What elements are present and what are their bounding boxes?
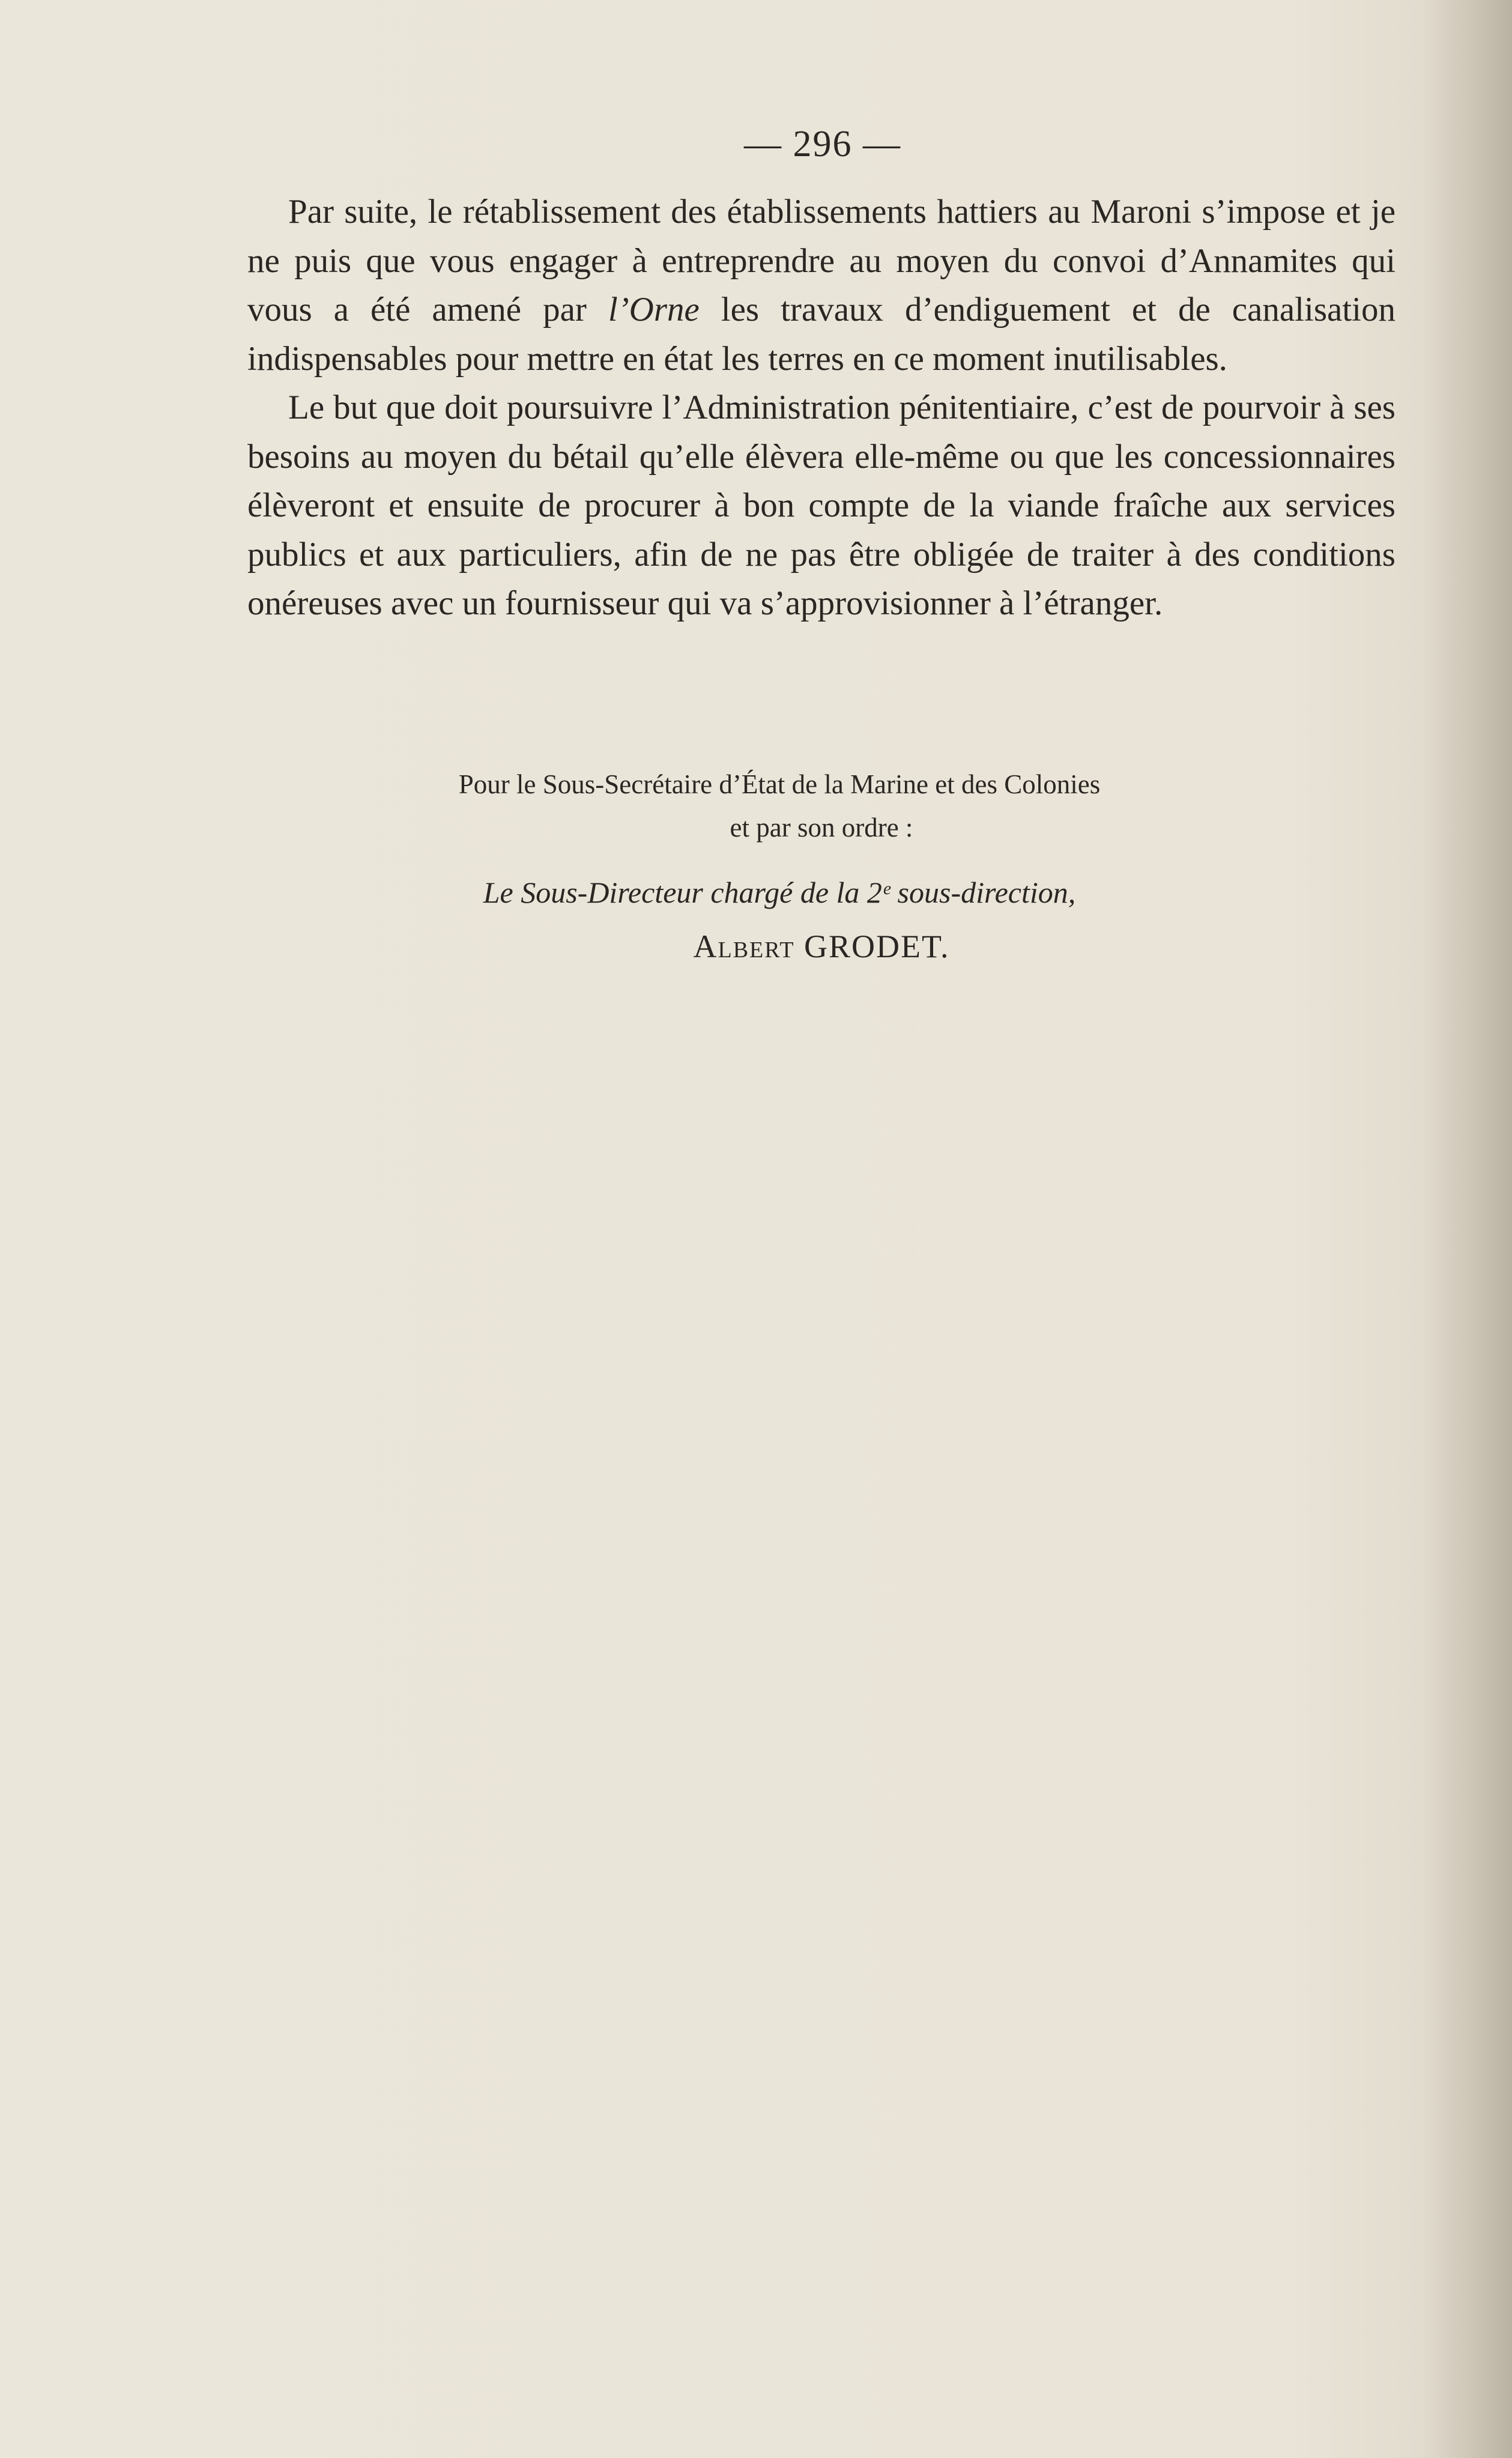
signature-line-1: Pour le Sous-Secrétaire d’État de la Marine et des Colonies xyxy=(458,769,1101,799)
page-number: — 296 — xyxy=(744,124,901,165)
body-text xyxy=(247,187,1396,628)
paragraph-1 xyxy=(247,187,1396,383)
ship-name: l’Orne xyxy=(608,291,700,328)
signature-line-2: et par son ordre : xyxy=(730,813,913,843)
paragraph-1-text-start: Par suite, le rétablissement des établissements hattiers au Maroni s’impose et je ne puis que vous engager à entreprendre au moyen du convoi d’Annamites qui vous a été amené par xyxy=(247,193,1396,328)
signature-name: Albert GRODET. xyxy=(693,928,950,964)
signature-title: Le Sous-Directeur chargé de la 2ᵉ sous-direction, xyxy=(483,876,1076,909)
signature-block xyxy=(247,763,1396,970)
paragraph-2: Le but que doit poursuivre l’Administration pénitentiaire, c’est de pourvoir à ses besoins au moyen du bétail qu’elle élèvera elle-même ou que les concessionnaires élèveront et ensuite de procurer à bon compte de la viande fraîche aux services publics et aux particuliers, afin de ne pas être obligée de traiter à des conditions onéreuses avec un fournisseur qui va s’approvisionner à l’étranger. xyxy=(247,389,1396,622)
paragraph-1-text-end: les travaux d’endiguement et de canalisation indispensables pour mettre en état les terres en ce moment inutilisables. xyxy=(247,291,1396,378)
